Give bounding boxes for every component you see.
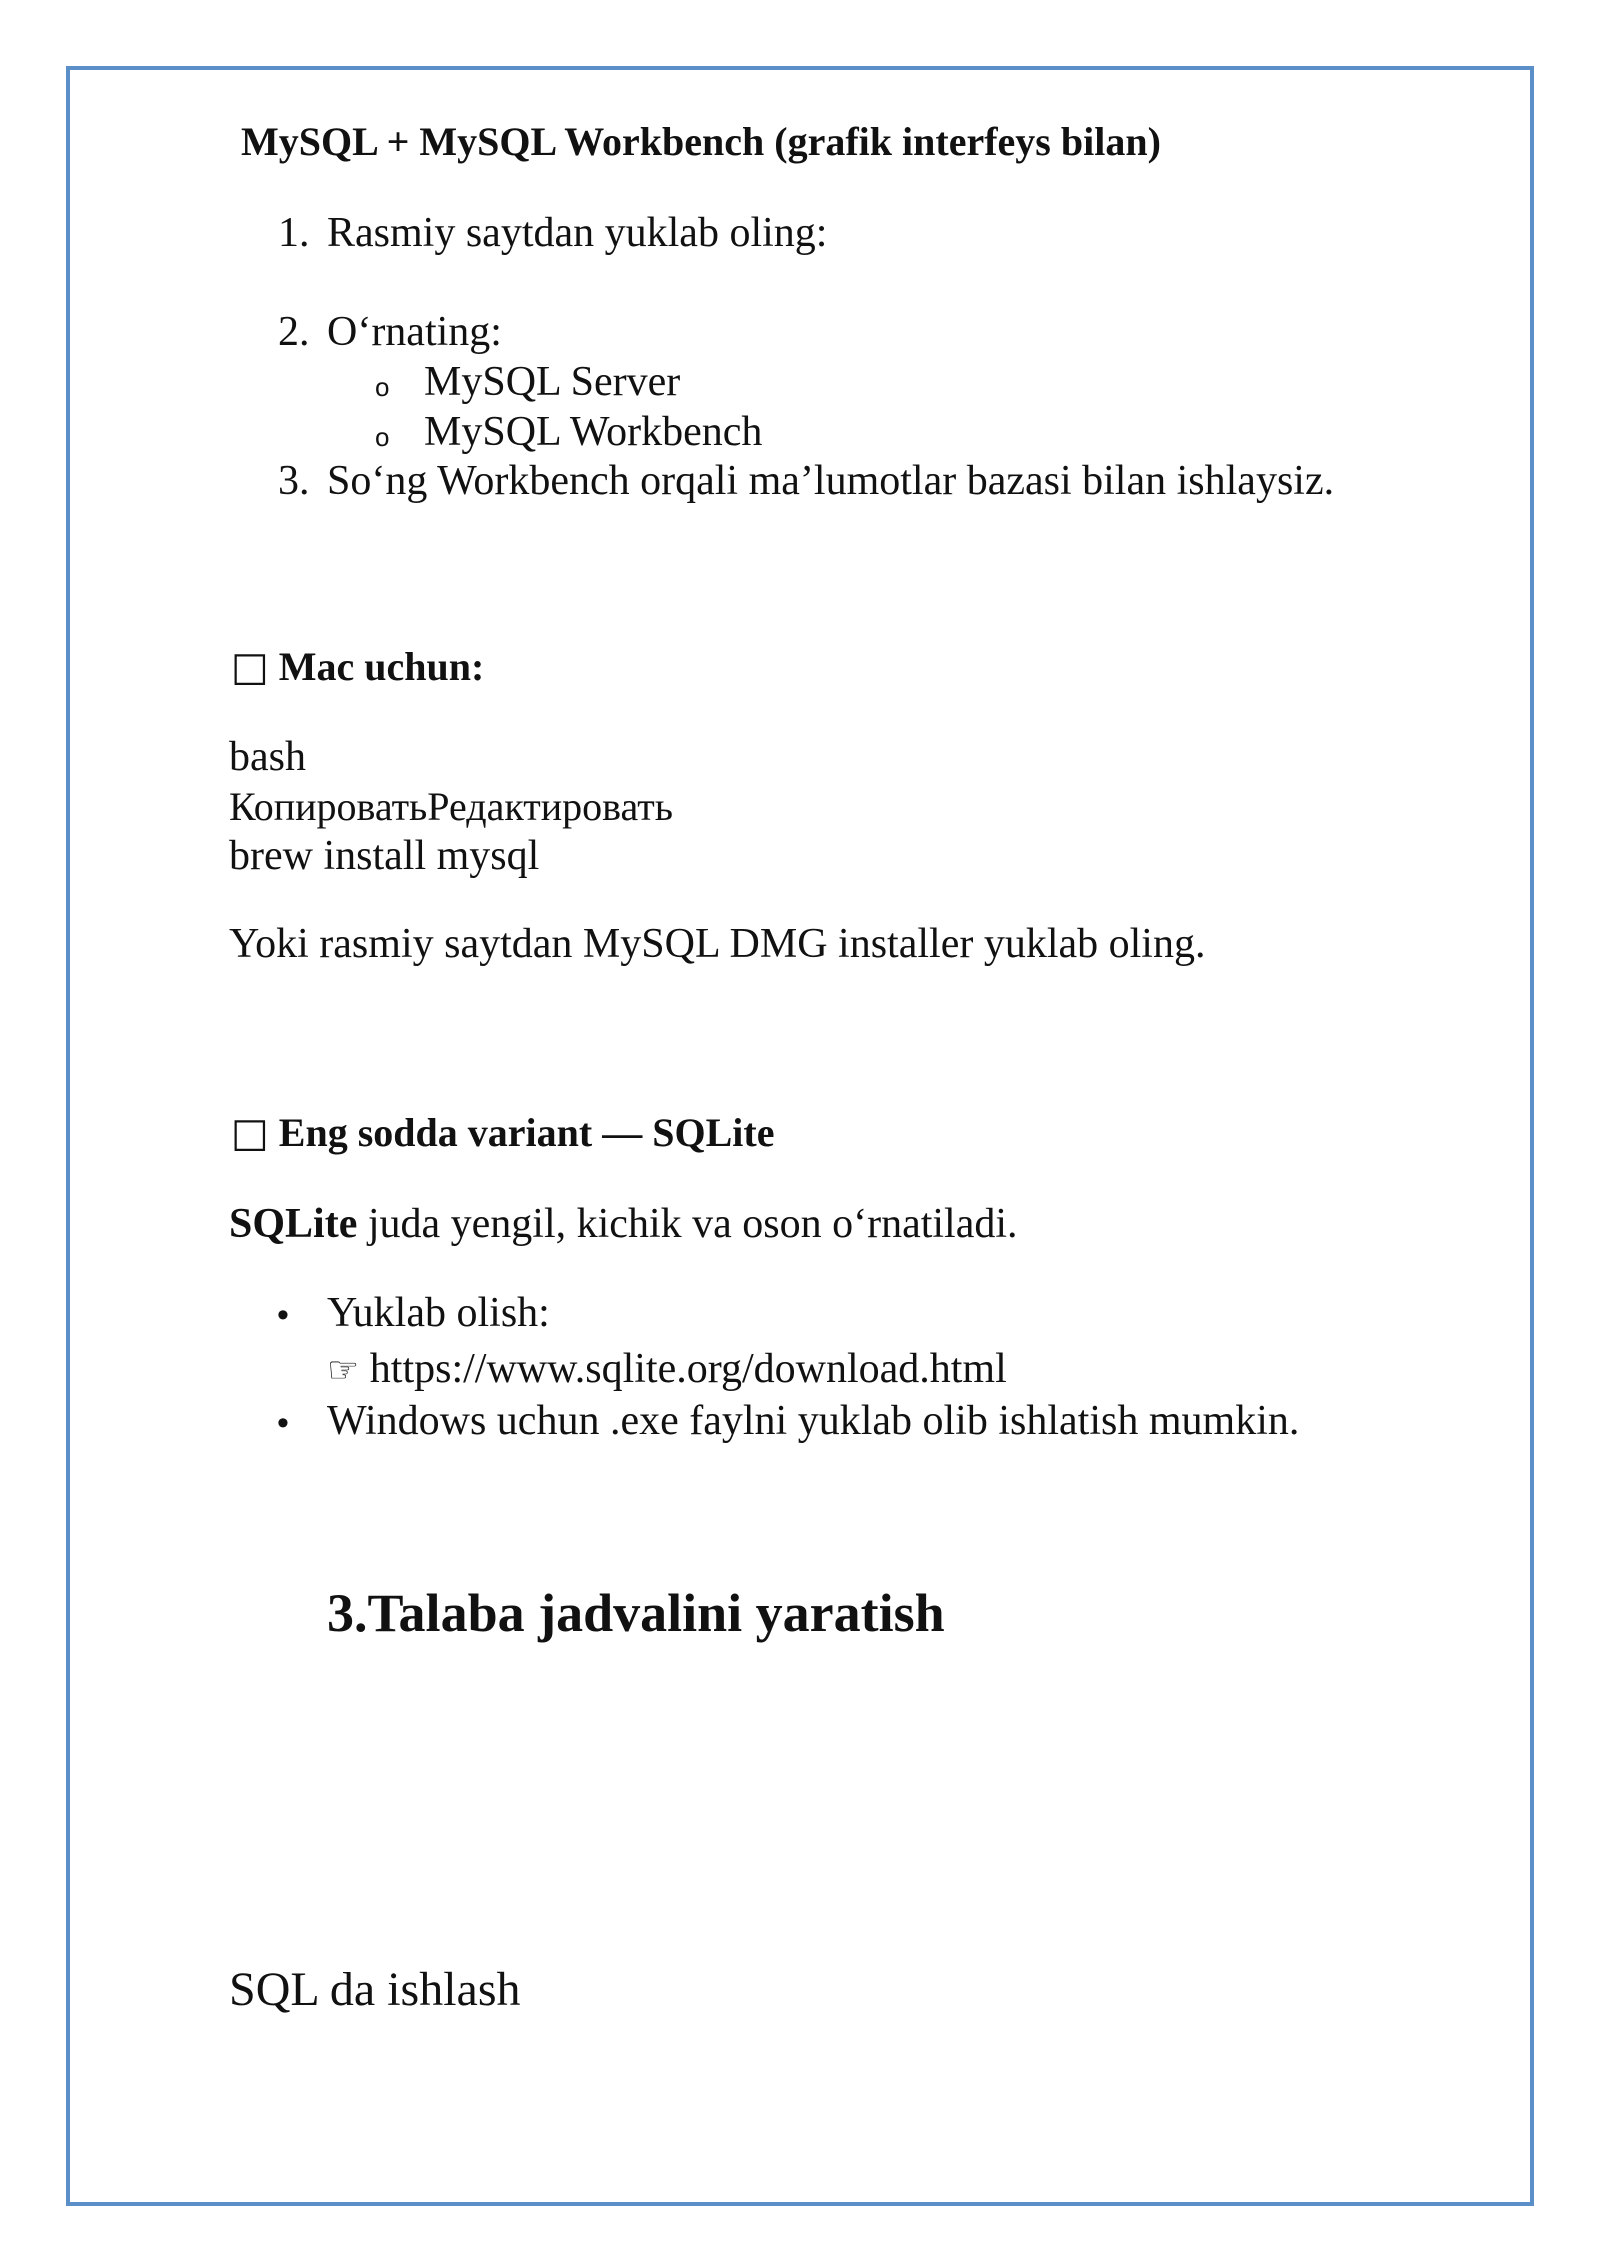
code-actions[interactable]: КопироватьРедактировать: [229, 784, 673, 829]
footer-text: SQL da ishlash: [229, 1963, 521, 2016]
sqlite-intro-bold: SQLite: [229, 1201, 358, 1247]
bullet-download: Yuklab olish:: [327, 1290, 550, 1336]
mac-note: Yoki rasmiy saytdan MySQL DMG installer yuklab oling.: [229, 921, 1206, 967]
sub-item-mysql-server: MySQL Server: [424, 359, 681, 405]
sqlite-intro: [229, 1203, 1018, 1245]
step-number-2: 2.: [278, 309, 310, 355]
sqlite-heading-text: Eng sodda variant — SQLite: [278, 1110, 775, 1155]
mac-heading-text: Mac uchun:: [278, 644, 485, 689]
sqlite-heading: [231, 1110, 775, 1156]
sqlite-intro-text: juda yengil, kichik va oson o‘rnatiladi.: [357, 1201, 1018, 1247]
missing-glyph-icon: □: [231, 644, 269, 690]
bullet-icon: •: [277, 1404, 289, 1442]
step-text-3: So‘ng Workbench orqali ma’lumotlar bazasi bilan ishlaysiz.: [327, 458, 1335, 504]
missing-glyph-icon: □: [231, 1110, 269, 1156]
code-language-label: bash: [229, 734, 306, 780]
bullet-windows: Windows uchun .exe faylni yuklab olib ishlatish mumkin.: [327, 1398, 1300, 1444]
step-text-2: O‘rnating:: [327, 309, 502, 355]
download-link-row: [327, 1348, 1007, 1390]
sub-item-mysql-workbench: MySQL Workbench: [424, 409, 763, 455]
step-text-1: Rasmiy saytdan yuklab oling:: [327, 210, 828, 256]
step-number-1: 1.: [278, 210, 310, 256]
section-heading-mysql: MySQL + MySQL Workbench (grafik interfeys bilan): [241, 119, 1161, 164]
mac-heading: [231, 644, 485, 690]
sub-bullet-icon: o: [375, 422, 390, 452]
section3-heading: 3.Talaba jadvalini yaratish: [327, 1583, 945, 1643]
download-link[interactable]: https://www.sqlite.org/download.html: [369, 1346, 1007, 1392]
code-block: brew install mysql: [229, 833, 540, 879]
pointing-hand-icon: ☞: [327, 1350, 360, 1391]
sub-bullet-icon: o: [375, 372, 390, 402]
step-number-3: 3.: [278, 458, 310, 504]
bullet-icon: •: [277, 1296, 289, 1334]
